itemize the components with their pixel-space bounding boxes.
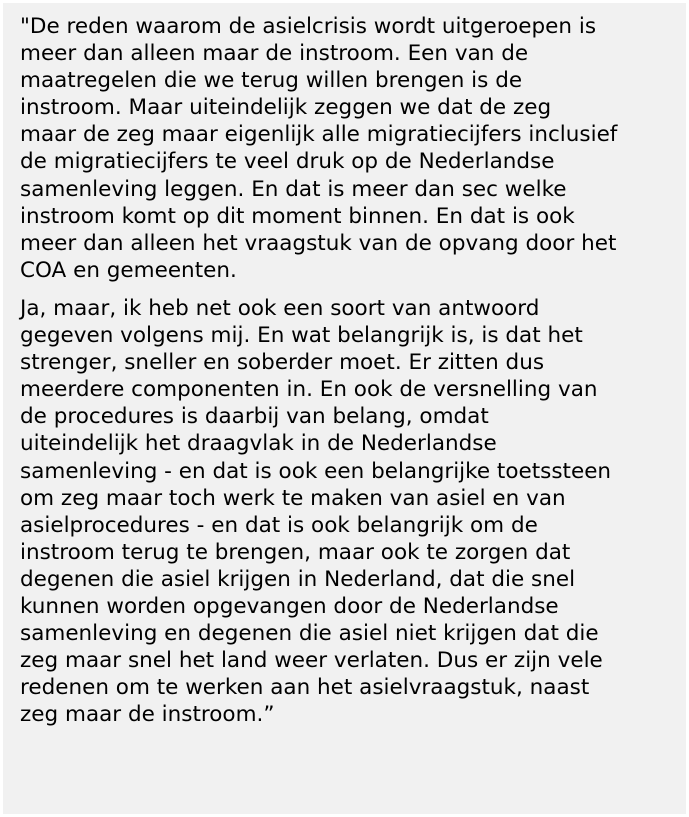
quote-line: Ja, maar, ik heb net ook een soort van antwoord (20, 295, 540, 321)
quote-line: meerdere componenten in. En ook de versnelling van (20, 377, 598, 403)
quote-line: samenleving leggen. En dat is meer dan sec welke (20, 176, 567, 202)
quote-line: meer dan alleen maar de instroom. Een van de (20, 41, 529, 67)
quote-line: gegeven volgens mij. En wat belangrijk is, is dat het (20, 323, 583, 349)
quote-line: de procedures is daarbij van belang, omdat (20, 404, 489, 430)
quote-line: degenen die asiel krijgen in Nederland, dat die snel (20, 566, 576, 592)
quote-line: zeg maar de instroom.” (20, 702, 275, 728)
quote-line: instroom komt op dit moment binnen. En dat is ook (20, 203, 575, 229)
quote-line: meer dan alleen het vraagstuk van de opvang door het (20, 230, 617, 256)
quote-paragraph-2 (20, 295, 676, 729)
quote-line: de migratiecijfers te veel druk op de Nederlandse (20, 149, 555, 175)
quote-line: uiteindelijk het draagvlak in de Nederlandse (20, 431, 497, 457)
quote-line: zeg maar snel het land weer verlaten. Dus er zijn vele (20, 648, 603, 674)
quote-box (3, 3, 686, 814)
quote-line: asielprocedures - en dat is ook belangrijk om de (20, 512, 538, 538)
quote-line: samenleving - en dat is ook een belangrijke toetssteen (20, 458, 612, 484)
quote-line: "De reden waarom de asielcrisis wordt uitgeroepen is (20, 14, 597, 39)
quote-paragraph-1 (20, 13, 676, 284)
quote-line: instroom terug te brengen, maar ook te zorgen dat (20, 539, 571, 565)
quote-line: COA en gemeenten. (20, 257, 237, 283)
quote-line: maar de zeg maar eigenlijk alle migratiecijfers inclusief (20, 122, 618, 148)
quote-line: instroom. Maar uiteindelijk zeggen we dat de zeg (20, 95, 552, 121)
quote-line: om zeg maar toch werk te maken van asiel en van (20, 485, 566, 511)
quote-line: redenen om te werken aan het asielvraagstuk, naast (20, 675, 590, 701)
quote-line: maatregelen die we terug willen brengen is de (20, 68, 523, 94)
quote-line: strenger, sneller en soberder moet. Er zitten dus (20, 350, 545, 376)
quote-line: kunnen worden opgevangen door de Nederlandse (20, 593, 559, 619)
quote-line: samenleving en degenen die asiel niet krijgen dat die (20, 621, 599, 647)
